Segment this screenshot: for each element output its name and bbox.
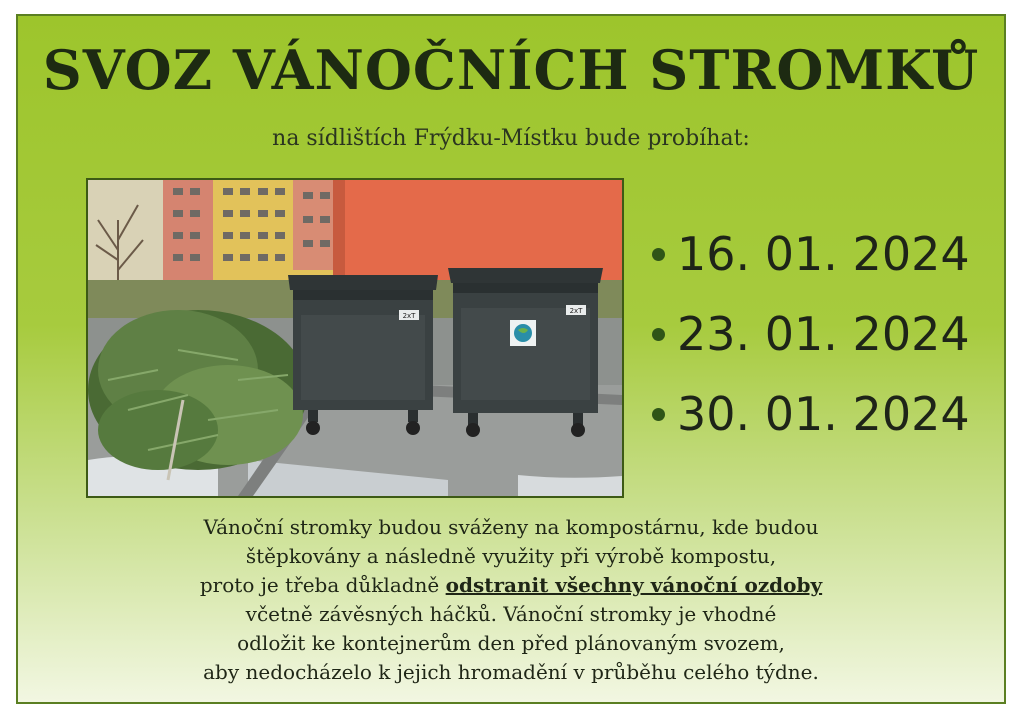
info-line: štěpkovány a následně využity při výrobě kompostu,: [245, 544, 777, 568]
info-line: aby nedocházelo k jejich hromadění v průběhu celého týdne.: [203, 660, 819, 684]
emphasis-remove-decorations: odstranit všechny vánoční ozdoby: [445, 573, 823, 597]
date-text: 23. 01. 2024: [677, 307, 970, 361]
date-item: [652, 374, 970, 454]
collection-dates-list: [652, 214, 970, 454]
bin-label: 2xT: [569, 307, 583, 315]
info-line: [18, 571, 1004, 600]
photo-containers-with-christmas-tree: [86, 178, 624, 498]
date-text: 30. 01. 2024: [677, 387, 970, 441]
info-line: včetně závěsných háčků. Vánoční stromky je vhodné: [245, 602, 777, 626]
info-paragraph: [18, 513, 1004, 687]
bullet-dot-icon: [652, 248, 665, 261]
photo-illustration: [88, 180, 622, 496]
date-text: 16. 01. 2024: [677, 227, 970, 281]
poster-title: SVOZ VÁNOČNÍCH STROMKŮ: [42, 38, 980, 102]
info-line: Vánoční stromky budou sváženy na kompostárnu, kde budou: [203, 515, 819, 539]
info-line: odložit ke kontejnerům den před plánovaným svozem,: [237, 631, 785, 655]
date-item: [652, 214, 970, 294]
bullet-dot-icon: [652, 328, 665, 341]
date-item: [652, 294, 970, 374]
info-line-text: proto je třeba důkladně: [199, 573, 446, 597]
poster-subtitle: na sídlištích Frýdku-Místku bude probíhat:: [272, 126, 750, 151]
bullet-dot-icon: [652, 408, 665, 421]
poster: [16, 14, 1006, 704]
bin-label: 2xT: [402, 312, 416, 320]
